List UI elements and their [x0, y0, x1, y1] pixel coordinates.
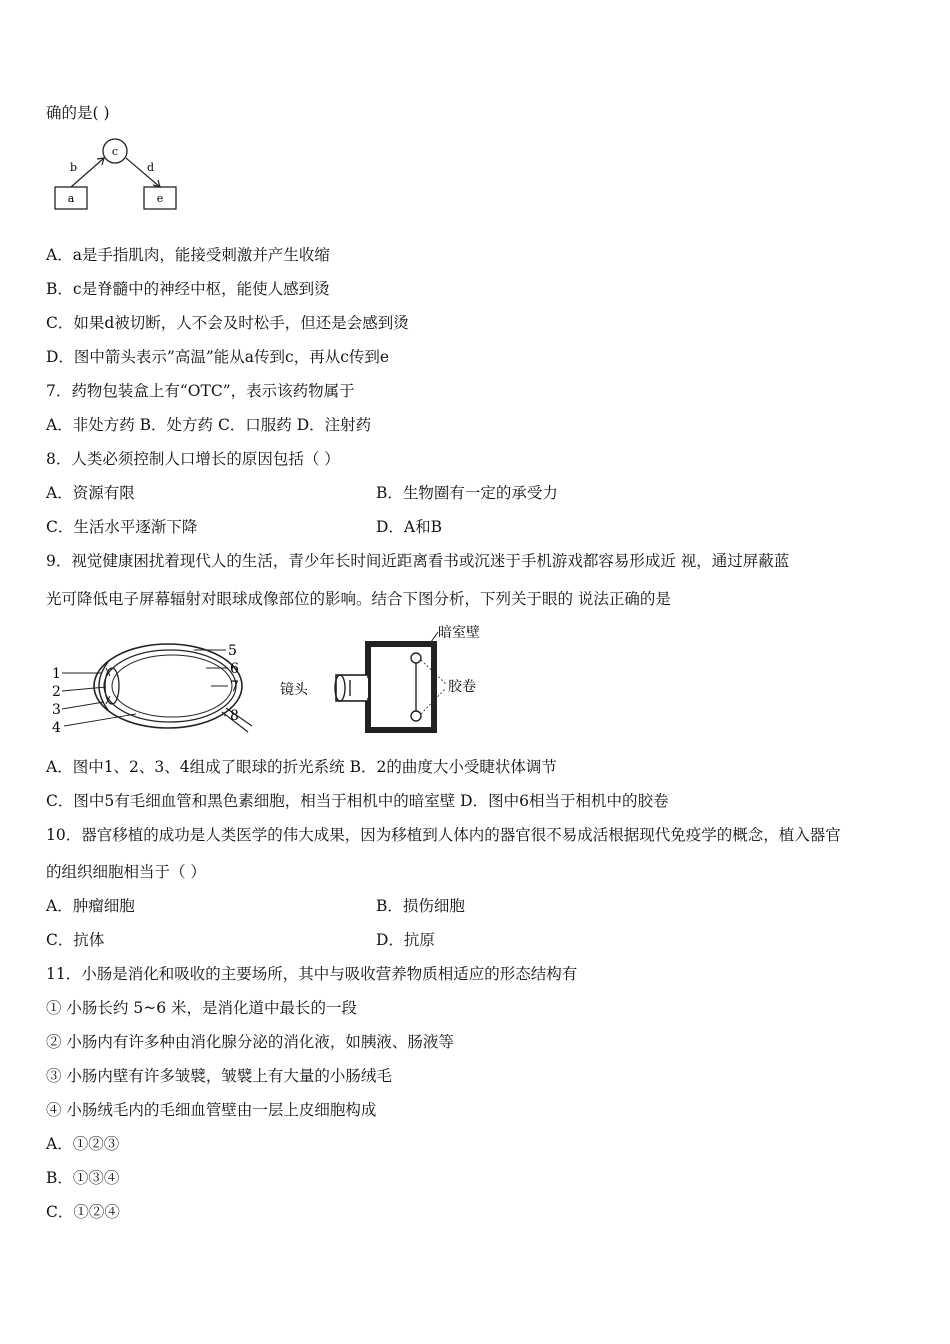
q10-option-d: D．抗原	[376, 931, 435, 949]
q10-option-b: B．损伤细胞	[376, 897, 465, 915]
q11-item-1: ① 小肠长约 5~6 米，是消化道中最长的一段	[46, 999, 357, 1017]
node-c-label: c	[111, 145, 119, 158]
q9-options-ab: A．图中1、2、3、4组成了眼球的折光系统 B．2的曲度大小受睫状体调节	[46, 758, 557, 776]
q8-stem: 8．人类必须控制人口增长的原因包括（ ）	[46, 450, 340, 468]
eyeball-diagram	[46, 640, 256, 740]
q10-option-a: A．肿瘤细胞	[46, 897, 135, 915]
q8-option-b: B．生物圈有一定的承受力	[376, 484, 558, 502]
q11-stem: 11．小肠是消化和吸收的主要场所，其中与吸收营养物质相适应的形态结构有	[46, 965, 578, 983]
eye-label-2: 2	[52, 684, 61, 700]
q11-item-4: ④ 小肠绒毛内的毛细血管壁由一层上皮细胞构成	[46, 1101, 377, 1119]
q11-option-c: C．①②④	[46, 1203, 120, 1221]
q6-option-c: C．如果d被切断，人不会及时松手，但还是会感到烫	[46, 314, 409, 332]
q10-stem-line1: 10．器官移植的成功是人类医学的伟大成果，因为移植到人体内的器官很不易成活根据现代免疫学的概念，植入器官	[46, 826, 841, 844]
q6-stem-tail: 确的是( )	[46, 104, 110, 122]
q7-stem: 7．药物包装盒上有“OTC”，表示该药物属于	[46, 382, 355, 400]
q9-options-cd: C．图中5有毛细血管和黑色素细胞，相当于相机中的暗室壁 D．图中6相当于相机中的胶卷	[46, 792, 669, 810]
q10-option-c: C．抗体	[46, 931, 105, 949]
arrow-b-label: b	[70, 161, 78, 174]
eye-label-3: 3	[52, 702, 61, 718]
q10-stem-line2: 的组织细胞相当于（ ）	[46, 863, 206, 881]
arrow-d-label: d	[147, 161, 155, 174]
reflex-arc-diagram	[46, 135, 186, 215]
camera-diagram	[276, 620, 506, 740]
q6-option-d: D．图中箭头表示”高温”能从a传到c，再从c传到e	[46, 348, 390, 366]
q6-option-b: B．c是脊髓中的神经中枢，能使人感到烫	[46, 280, 330, 298]
eye-label-8: 8	[230, 708, 239, 724]
camera-lens-label: 镜头	[280, 682, 308, 698]
q11-option-a: A．①②③	[46, 1135, 120, 1153]
q9-stem-line1: 9．视觉健康困扰着现代人的生活，青少年长时间近距离看书或沉迷于手机游戏都容易形成近 视，通过屏蔽蓝	[46, 552, 790, 570]
eye-label-5: 5	[228, 643, 237, 659]
q8-option-c: C．生活水平逐渐下降	[46, 518, 198, 536]
q11-item-3: ③ 小肠内壁有许多皱襞，皱襞上有大量的小肠绒毛	[46, 1067, 392, 1085]
eye-label-1: 1	[52, 666, 61, 682]
eye-label-4: 4	[52, 720, 61, 736]
q6-option-a: A．a是手指肌肉，能接受刺激并产生收缩	[46, 246, 330, 264]
q9-stem-line2: 光可降低电子屏幕辐射对眼球成像部位的影响。结合下图分析，下列关于眼的 说法正确的是	[46, 590, 671, 608]
eye-label-6: 6	[230, 661, 239, 677]
eye-label-7: 7	[230, 679, 239, 695]
node-e-label: e	[156, 192, 164, 205]
camera-film-label: 胶卷	[448, 679, 476, 695]
q8-option-d: D．A和B	[376, 518, 443, 536]
q8-option-a: A．资源有限	[46, 484, 135, 502]
q7-options: A．非处方药 B．处方药 C．口服药 D．注射药	[46, 416, 372, 434]
node-a-label: a	[67, 192, 75, 205]
camera-wall-label: 暗室壁	[438, 625, 480, 641]
q11-item-2: ② 小肠内有许多种由消化腺分泌的消化液，如胰液、肠液等	[46, 1033, 454, 1051]
q11-option-b: B．①③④	[46, 1169, 120, 1187]
